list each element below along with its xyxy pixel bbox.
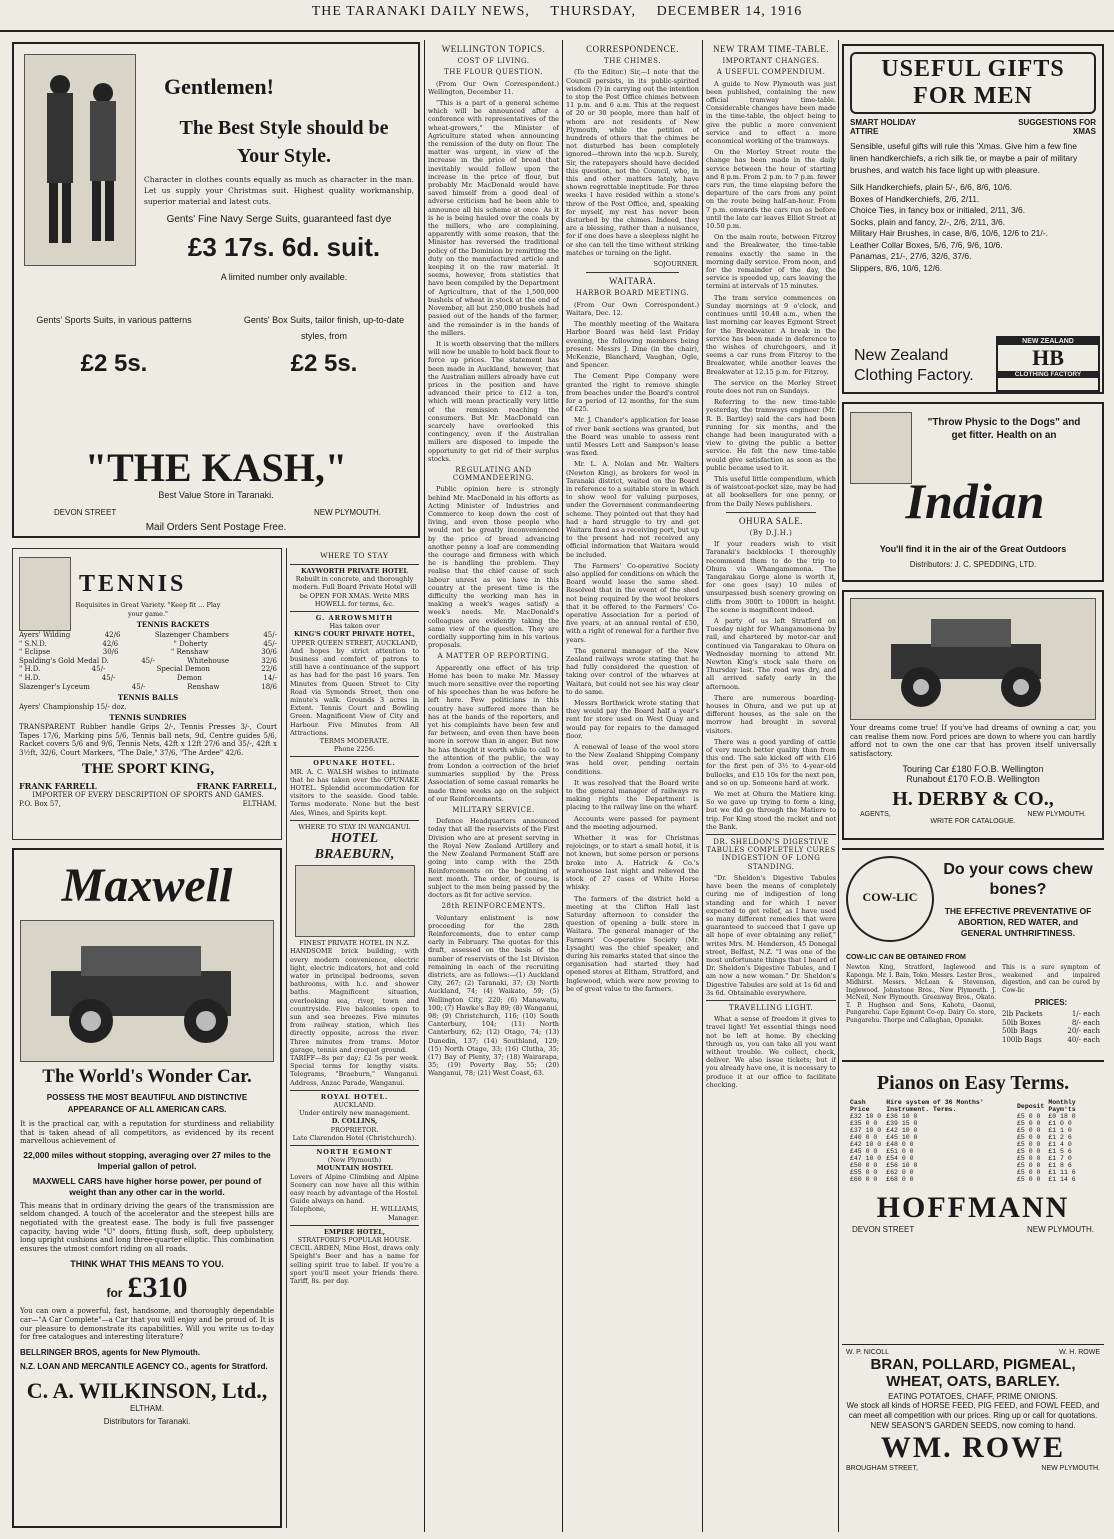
paper-name: THE TARANAKI DAILY NEWS, xyxy=(311,4,530,19)
travelling-title: TRAVELLING LIGHT. xyxy=(706,1000,836,1012)
maxwell-car-illustration xyxy=(20,920,274,1062)
box-suit-price: £2 5s. xyxy=(290,350,358,377)
sport-king-name: THE SPORT KING, xyxy=(81,761,215,778)
waitara-p8: Messrs Borthwick wrote stating that they would pay the Board half a year's rent for store used on West Quay and would pay for repairs to the damaged floor. xyxy=(566,699,699,740)
ford-write: WRITE FOR CATALOGUE. xyxy=(930,818,1016,826)
pianos-row: £47 10 0 £54 0 0 £5 0 0 £1 7 0 xyxy=(850,1155,1072,1162)
hotel-kings-court: G. ARROWSMITH Has taken over KING'S COURT PRIVATE HOTEL, UPPER QUEEN STREET, AUCKLAND, And hopes by strict attention to business and comfort of patrons to still have a continuance of the support as has had for the past 16 years. Ten Minutes from Queen Street to City Road via Symonds Street, then one minute's walk. Grounds 3 acres in Extent. Tennis Court and Bowling Green. Magnificent View of City and Harbour. Five Minutes from All Attractions. TERMS MODERATE. Phone 2256. xyxy=(290,611,419,753)
wellington-title: WELLINGTON TOPICS. xyxy=(441,44,546,54)
travelling-p14: What a sense of freedom it gives to travel light! Yet essential things need not be left at home. By checking through us, you can take all you want without trouble. We collect, check, deliver. We also issue tickets; but if you already have one, it is necessary to produce it at our office to facilitate checking. xyxy=(706,1015,836,1089)
ford-body: Your dreams come true! If you've had dreams of owning a car, you can realise them now. Ford prices are down to where you can hardly afford not to own the one car that has proven itself universally satisfactory. xyxy=(850,724,1096,758)
wellington-p1: "This is a part of a general scheme which will be announced after a conference with representatives of the wheat-growers," the Minister of Agriculture stated when announcing the remission of the duty on flour. The matter was urgent, in view of the increase in the price of bread that inevitably would follow upon the increase in the price of flour, but probably Mr. MacDonald would have saved himself from a good deal of adverse criticism had he been able to announce all his scheme at once. As it is he is being hauled over the coals by the millers, who are complaining, apparently with some reason, that the Minister has reversed the traditional policy of the Dominion by remitting the duty on the manufactured article and keeping it on the raw material. It seems, however, from statistics that have been compiled by the Department of Agriculture, that of the 1,500,000 bushels of wheat in stock at the end of November, all but 250,000 bushels had passed out of the hands of the farmer, and the remainder is in the hands of the millers. xyxy=(428,99,559,337)
rowe-line3: EATING POTATOES, CHAFF, PRIME ONIONS. xyxy=(888,1392,1058,1401)
column-rule xyxy=(838,40,839,1532)
tram-p7: This useful little compendium, which is of waistcoat-pocket size, may be had at all booksellers for one penny, or from the Daily News publishers. xyxy=(706,474,836,508)
gift-item: Choice Ties, in fancy box or initialed, 2/11, 3/6. xyxy=(850,205,1026,215)
ohura-p12: We met at Ohura the Matiere king. So we gave up trying to form a king, but we did go through the Matiere to trip. For King stood the racket and not the Bank. xyxy=(706,790,836,831)
tennis-player-illustration xyxy=(19,557,71,631)
ford-price2: Runabout £170 F.O.B. Wellington xyxy=(906,774,1040,785)
tram-p6: Referring to the new time-table yesterday, the tramways engineer (Mr. R. B. Bartley) said the cars had been running for six months, and the change had been inaugurated with a view to giving the public a better service. He felt the new time-table would give satisfaction as soon as the public became used to it. xyxy=(706,398,836,472)
masthead-rule xyxy=(0,30,1114,32)
ford-car-illustration xyxy=(850,598,1096,720)
navy-suit-price: £3 17s. 6d. suit. xyxy=(187,232,381,262)
pianos-ad xyxy=(842,1068,1104,1340)
ohura-title: OHURA SALE. xyxy=(738,515,803,526)
maxwell-body1: It is the practical car, with a reputation for sturdiness and reliability that is taken ahead of all competitors, as evidenced by its recent marvellous achievement of xyxy=(20,1120,274,1146)
maxwell-body2: This means that in ordinary driving the gears of the transmission are seldom changed. A touch of the accelerator and the steepest hills are negotiated with the greatest ease. The body is full five passenger capacity, having wide "U" doors, fitting flush, soft, deep upholstery, long upright cushions and long three-quarter elliptic. This combination ensures the utmost comfort riding on all roads. xyxy=(20,1201,274,1253)
maxwell-miles: 22,000 miles without stopping, averaging over 27 miles to the Imperial gallon of petrol. xyxy=(23,1149,271,1171)
correspondence-column xyxy=(566,42,699,1530)
ohura-p9: A party of us left Stratford on Tuesday night for Whangamomona by rail, and chartered by motor-car and continued via Tangarakau to Ohura on Wednesday morning to attend Mr. Newton King's stock sale there on Thursday last. The road was dry, and all arrived safely early in the afternoon. xyxy=(706,617,836,691)
racket-row: " H.D. 45/- Demon 14/- xyxy=(19,673,277,682)
useful-gifts-title: USEFUL GIFTS FOR MEN xyxy=(850,52,1096,114)
maxwell-for: for xyxy=(106,1286,123,1301)
indian-brand: Indian xyxy=(905,473,1045,529)
correspondence-signed: SOJOURNER. xyxy=(653,260,699,269)
wellington-p6: Voluntary enlistment is now proceeding for the 28th Reinforcements, due to enter camp early in February. The quotas for this draft, assessed on the basis of the number of reservists of the 1st Division remaining in each of the recruiting districts, are as follows:—(1) Auckland City, 267; (2) Taranaki, 37; (3) North Auckland, 74; (4) Waikato, 59; (5) Wellington City, 220; (6) Manawatu, 100; (7) Hawke's Bay 89; (8) Wanganui, 98; (9) Christchurch, 116; (10) South Canterbury, 104; (11) North Canterbury, 62; (12) Otago, 74; (13) Dunedin, 137; (14) Southland, 129; (15) North Otago, 33; (16) Clutha, 35; (17) Bay of Plenty, 37; (18) Wairarapa, 35; (19) Poverty Bay, 55; (20) Wanganui, 78; (21) West Coast, 63. xyxy=(428,913,559,1078)
maxwell-horsepower: MAXWELL CARS have higher horse power, per pound of weight than any other car in the world. xyxy=(32,1175,262,1197)
rowe-line4: We stock all kinds of HORSE FEED, PIG FEED, and FOWL FEED, and can meet all competition with our prices. Ring up or call for quotations. xyxy=(846,1401,1100,1420)
indian-ad xyxy=(842,402,1104,582)
cowlic-note: This is a sure symptom of weakened and impaired digestion, and can be cured by Cow-lic xyxy=(1002,964,1100,994)
rowe-line2: WHEAT, OATS, BARLEY. xyxy=(886,1373,1060,1390)
rowe-store: WM. ROWE xyxy=(880,1431,1066,1464)
maxwell-brand: Maxwell xyxy=(61,859,233,912)
racket-row: Ayers' Wilding 42/6 Slazenger Chambers 45/- xyxy=(19,631,277,639)
importer-line: IMPORTER OF EVERY DESCRIPTION OF SPORTS AND GAMES. xyxy=(32,790,264,799)
sundries-heading: TENNIS SUNDRIES xyxy=(109,713,187,723)
maxwell-ad xyxy=(12,848,282,1528)
ohura-p10: There are numerous boarding-houses in Ohura, and we put up at different houses, as the sale on the morrow had brought in several visitors. xyxy=(706,693,836,735)
waitara-p3: The Cement Pipe Company were granted the right to remove shingle from beaches under the Board's control for a period of 12 months, for the sum of £25. xyxy=(566,372,699,414)
racket-row: " S.N.D. 42/6 " Doherty 45/- xyxy=(19,639,277,648)
racket-row: " Eclipse 30/6 " Renshaw 30/6 xyxy=(19,648,277,657)
store-tagline: Best Value Store in Taranaki. xyxy=(158,490,274,500)
tram-p3: On the main route, between Fitzroy and the Breakwater, the time-table remains exactly the same in the morning daily service. From noon, and for the remainder of the day, the service is speeded up, cars leaving the termini at intervals of 15 minutes. xyxy=(706,233,836,291)
rowe-line1: BRAN, POLLARD, PIGMEAL, xyxy=(870,1356,1076,1373)
hb-logo: NEW ZEALAND HB CLOTHING FACTORY xyxy=(996,336,1100,392)
maxwell-price-line xyxy=(20,1271,274,1305)
tram-column xyxy=(706,42,836,1530)
cowlic-price-row: 100lb Bags 40/- each xyxy=(1002,1035,1100,1044)
tram-p5: The service on the Morley Street route does not run on Sundays. xyxy=(706,378,836,395)
indian-distributor: Distributors: J. C. SPEDDING, LTD. xyxy=(909,560,1037,569)
issue-day: THURSDAY, xyxy=(550,4,637,19)
wellington-p3: Public opinion here is strongly behind Mr. MacDonald in his efforts as Acting Minister of Industries and Commerce to keep down the cost of living, and even those people who would not be greatly inconvenienced by the price of bread advancing another penny a loaf are commending the courage and firmness with which he is handling the problem. They realise that the chief cause of such labour unrest as we have in this country at the present time is the difficulty the working man has in making a week's wages satisfy a week's needs. Mr. MacDonald's colleagues are evidently taking the same view of the question. They are cordially supporting him in his various proposals. xyxy=(428,485,559,650)
maxwell-dealer: C. A. WILKINSON, Ltd., xyxy=(26,1377,268,1403)
store-town: NEW PLYMOUTH. xyxy=(314,508,381,517)
tram-title: NEW TRAM TIME-TABLE. xyxy=(712,44,830,54)
useful-gifts-items xyxy=(850,182,1096,274)
gentlemen-body: Character in clothes counts equally as much as character in the man. Let us supply your Christmas suit. Highest quality workmanship, superior material and latest cuts. xyxy=(144,175,414,206)
hotel-braeburn: WHERE TO STAY IN WANGANUI. HOTEL BRAEBURN, FINEST PRIVATE HOTEL IN N.Z. HANDSOME brick building, with every modern convenience, electric light, electric indicators, hot and cold water in principal bedrooms, seven bathrooms, with h.c. and shower baths. Magnificent situation, overlooking sea, river, town and countryside. Five balconies open to sun and sea breezes. Five minutes from railway station, which lies directly opposite, across the river. Three minutes from trams. Motor garage, tennis and croquet ground. TARIFF—8s per day; £2 5s per week. Special terms for lengthy visits. Telegrams, "Braeburn," Wanganui. Address, Anzac Parade, Wanganui. xyxy=(290,820,419,1087)
rackets-list xyxy=(19,631,277,808)
gentlemen-ad xyxy=(12,42,420,538)
indian-quote: "Throw Physic to the Dogs" and get fitter. Health on an xyxy=(927,417,1081,441)
wellington-sub2: THE FLOUR QUESTION. xyxy=(444,68,543,77)
cowlic-ad xyxy=(842,848,1104,1062)
mail-orders: Mail Orders Sent Postage Free. xyxy=(145,522,287,533)
correspondence-sub1: THE CHIMES. xyxy=(604,57,661,66)
sports-suit-label: Gents' Sports Suits, in various patterns xyxy=(36,315,192,325)
cowlic-prices xyxy=(1002,1010,1100,1044)
farrell-line: FRANK FARRELL FRANK FARRELL, xyxy=(19,781,277,792)
column-rule xyxy=(702,40,703,1532)
pianos-header-row: Cash Price Hire system of 36 Months' Instrument. Terms. Deposit Monthly Paym'ts xyxy=(850,1099,1076,1113)
pianos-row: £42 10 0 £48 0 0 £5 0 0 £1 4 0 xyxy=(850,1141,1072,1148)
pianos-row: £55 0 0 £62 0 0 £5 0 0 £1 11 6 xyxy=(850,1169,1076,1176)
hotel-braeburn-illustration xyxy=(295,865,415,937)
pianos-row: £60 0 0 £68 0 0 £5 0 0 £1 14 6 xyxy=(850,1176,1076,1183)
rowe-names: W. P. NICOLL W. H. ROWE xyxy=(846,1349,1100,1356)
wellington-sub5: MILITARY SERVICE. xyxy=(452,806,535,815)
tennis-ad xyxy=(12,548,282,840)
waitara-p13: The farmers of the district held a meeting at the Clifton Hall last Saturday afternoon to consider the question of opening a bulk store in Waitara. The general manager of the Farmers' Co-operative Society (Mr. Lysaght) was the chief speaker, and during his remarks stated that since the organisation had started they had opened stores at Eltham, Stratford, and Inglewood, which were now proving to be of great value to the farmers. xyxy=(566,894,699,993)
tram-p4: The tram service commences on Sunday mornings at 9 o'clock, and continues until 10.48 a.m., when the last morning car leaves Egmont Street for the Breakwater. A break in the service has been made in deference to the wishes of churchgoers, and it seems a car runs from Fitzroy to the Breakwater, while another leaves the Breakwater at 12.15 p.m. for Fitzroy. xyxy=(706,293,836,376)
pianos-row: £37 10 0 £42 10 0 £5 0 0 £1 1 0 xyxy=(850,1127,1072,1134)
wellington-p2: It is worth observing that the millers will now be unable to hold back flour to force up prices. The statement has been made in Auckland, however, that the Australian millers already have cut prices in the position and have advanced their price to £12 a ton, which will mean practically very little of the remission reaching the consumers. But Mr. MacDonald can scarcely have overlooked this contingency, even if the Australian millers are disposed to impede the opportunity to get rid of their surplus stocks. xyxy=(428,339,559,463)
sheldon-p13: "Dr. Sheldon's Digestive Tabules have been the means of completely curing me of indigestion of long standing and for which I never expected to get relief, as I have used so many different remedies that were guaranteed to succeed that I gave up all hope of ever obtaining any relief," writes Mrs. M. Henderson, 45 Donegal street, Belfast, N.Z. "I was one of the most unfortunate things that I heard of Dr. Sheldon's Digestive Tabules, and I am now a new woman." Dr. Sheldon's Digestive Tabules are sold at 1s 6d and 3s 6d. Obtainable everywhere. xyxy=(706,873,836,997)
tennis-title: TENNIS xyxy=(79,571,187,597)
tram-sub1: IMPORTANT CHANGES. xyxy=(722,57,820,66)
cowlic-logo: COW-LIC xyxy=(846,856,934,942)
cowlic-price-row: 50lb Boxes 8/- each xyxy=(1002,1018,1100,1027)
nz-clothing-factory: New Zealand Clothing Factory. xyxy=(854,347,974,384)
waitara-title: WAITARA. xyxy=(608,276,657,287)
waitara-byline: (From Our Own Correspondent.) Waitara, Dec. 12. xyxy=(566,300,699,317)
ford-dealer: H. DERBY & CO., xyxy=(892,788,1054,811)
wellington-p5: Defence Headquarters announced today that all the reservists of the First Division who are at present serving in the Royal New Zealand Artillery and the New Zealand Permanent Staff are going into camp with the 25th Reinforcements on the beginning of next month. The order, of course, is subject to the men being passed by the doctors as fit for active service. xyxy=(428,817,559,900)
gift-item: Slippers, 8/6, 10/6, 12/6. xyxy=(850,262,943,273)
pianos-row: £32 10 0 £36 10 0 £5 0 0 £0 18 0 xyxy=(850,1113,1076,1120)
wellington-sub3: REGULATING AND COMMANDEERING. xyxy=(452,465,535,483)
navy-suit-label: Gents' Fine Navy Serge Suits, guaranteed fast dye xyxy=(166,214,392,225)
cowlic-stockists: Newton King, Stratford, Inglewood and Kaponga. Mr. I. Bain, Toko. Messrs. Lester Bros., Midhirst. Messrs. McLean & Stevenson, Inglewood. Johnstone Bros., New Plymouth. J. McNeil, New Plymouth. Greenway Bros., Okato. T. P. Hughson and Sons, Kahotu, Oaonui, Pungarehu. Cape Egmont Co-op. Dairy Co. store, Pungarehu. Thorpe and Callaghan, Opunake. xyxy=(846,964,996,1024)
maxwell-distributors: Distributors for Taranaki. xyxy=(103,1416,191,1426)
tram-p2: On the Morley Street route the change has been made in the daily service between the hour of starting and 8 p.m. From 2 p.m. to 7 p.m. fewer cars run, the time elapsing before the departure of the cars from any point on the route being half-an-hour. From 7 p.m. onwards the cars run as before until the late car leaves Elliot Street at 10.50 p.m. xyxy=(706,148,836,231)
racket-row: " H.D. 45/- Special Demon 22/6 xyxy=(19,665,277,674)
masthead xyxy=(0,4,1114,28)
ohura-byline: (By D.J.H.) xyxy=(749,528,793,537)
po-line: P.O. Box 57, ELTHAM. xyxy=(19,799,277,808)
racket-row: Spalding's Gold Medal D. 45/- Whitehouse 32/6 xyxy=(19,656,277,665)
wellington-sub1: COST OF LIVING. xyxy=(457,57,530,66)
hotel-empire: EMPIRE HOTEL, STRATFORD'S POPULAR HOUSE. CECIL ARDEN, Mine Host, draws only Speight's Beer and has a name for selling spirit true to label. If you're a sport you'll meet your friends there. Tariff, 8s. per day. xyxy=(290,1225,419,1285)
pianos-row: £35 0 0 £39 15 0 £5 0 0 £1 0 0 xyxy=(850,1120,1072,1127)
hoffmann-address: DEVON STREET NEW PLYMOUTH. xyxy=(852,1225,1094,1234)
rowe-address: BROUGHAM STREET, NEW PLYMOUTH. xyxy=(846,1465,1100,1472)
sheldon-title: DR. SHELDON'S DIGESTIVE TABULES COMPLETELY CURES INDIGESTION OF LONG STANDING. xyxy=(706,834,836,871)
pianos-row: £50 0 0 £56 10 0 £5 0 0 £1 8 6 xyxy=(850,1162,1072,1169)
maxwell-price: £310 xyxy=(127,1271,188,1305)
maxwell-think: THINK WHAT THIS MEANS TO YOU. xyxy=(70,1259,224,1270)
waitara-p6: The Farmers' Co-operative Society also applied for conditions on which the Board would lease the same shed. Resolved that in the event of the shed not being required by the wool brokers that it be offered to the Farmers' Co-operative Association for a period of five years, at an annual rental of £50, with a right of renewal for a further five years. xyxy=(566,561,699,644)
correspondence-title: CORRESPONDENCE. xyxy=(586,44,679,54)
ohura-p8: If your readers wish to visit Taranaki's backblocks I thoroughly recommend them to do the trip to Ohura via Whangamomona. The Tangarakau Gorge alone is worth it, for one goes (say) 10 miles of unsurpassed bush scenery growing on cliffs from 300ft to 1000ft in height. The scene is magnificent indeed. xyxy=(706,540,836,614)
store-street: DEVON STREET xyxy=(54,508,117,517)
tram-p1: A guide to New Plymouth was just been published, containing the new official tramway time-table. Considerable changes have been made in the time-table, the object being to give the public a more convenient service and to effect a more economical working of the tramways. xyxy=(706,79,836,146)
hotels-column xyxy=(286,548,422,1528)
waitara-p5: Mr. L. A. Nolan and Mr. Walters (Newton King), as brokers for wool in Taranaki district, waited on the Board in reference to a suitable store in which to show wool for valuing purposes, under the Government commandeering scheme. They pointed out that they had had a hard struggle to try and get Waitara fixed as a receiving port, but up to the present had not received any official information that Waitara would be included. xyxy=(566,460,699,559)
waitara-sub: HARBOR BOARD MEETING. xyxy=(575,289,690,298)
gift-item: Leather Collar Boxes, 5/6, 7/6, 9/6, 10/6. xyxy=(850,239,1003,250)
tram-sub2: A USEFUL COMPENDIUM. xyxy=(716,68,826,77)
ford-ad xyxy=(842,590,1104,840)
useful-gifts-tags: SMART HOLIDAY ATTIRE SUGGESTIONS FOR XMAS xyxy=(850,118,1096,136)
gentlemen-subhead: The Best Style should be Your Style. xyxy=(179,117,389,167)
wellington-sub6: 28th REINFORCEMENTS. xyxy=(441,902,546,911)
cowlic-obtain: COW-LIC CAN BE OBTAINED FROM xyxy=(846,954,966,961)
indian-tagline: You'll find it in the air of the Great Outdoors xyxy=(879,544,1067,554)
hotel-opunake: OPUNAKE HOTEL. MR. A. C. WALSH wishes to intimate that he has taken over the OPUNAKE HOTEL. Splendid accommodation for visitors to the seaside. Good table. Terms moderate. None but the best Ales, Wines, and Spirits kept. xyxy=(290,756,419,816)
pianos-title: Pianos on Easy Terms. xyxy=(876,1072,1070,1094)
waitara-p4: Mr. J. Chander's application for lease of river bank sections was granted, but the Board was unable to assess rent until Messrs Lett and Sampson's lease was fixed. xyxy=(566,416,699,458)
ford-price1: Touring Car £180 F.O.B. Wellington xyxy=(902,764,1044,775)
maxwell-agent2: N.Z. LOAN AND MERCANTILE AGENCY CO., agents for Stratford. xyxy=(20,1361,268,1371)
waitara-p2: The monthly meeting of the Waitara Harbor Board was held last Friday evening, the following members being present: Messrs J. Dine (in the chair), McKenzie, Blanchard, Vaughan, Ogle, and Spencer. xyxy=(566,320,699,370)
hotel-royal: ROYAL HOTEL. AUCKLAND. Under entirely new management. D. COLLINS, PROPRIETOR. Late Clarendon Hotel (Christchurch). xyxy=(290,1090,419,1142)
gift-item: Panamas, 21/-, 27/6, 32/6, 37/6. xyxy=(850,251,972,261)
balls-heading: TENNIS BALLS xyxy=(117,693,179,703)
sundries-text: TRANSPARENT Rubber handle Grips 2/-, Tennis Presses 3/-, Court Tapes 17/6, Marking pins 5/6, Tennis ball nets, 9d, Centre guides 5/6, Racket covers 5/6 and 9/6, Tennis Nets, 42ft x 12ft 27/6 and 35/-, 42ft x 3½ft, 32/6, Court Markers, "The Dale," 37/6, "The Ardee" 42/6. xyxy=(19,722,277,757)
issue-date: DECEMBER 14, 1916 xyxy=(656,4,803,19)
hotel-north-egmont: NORTH EGMONT (New Plymouth) MOUNTAIN HOSTEL Lovers of Alpine Climbing and Alpine Scenery can now have all this within easy reach by advantage of the Hostel. Guide always on hand. Telephone, H. WILLIAMS, Manager. xyxy=(290,1145,419,1222)
maxwell-claim: POSSESS THE MOST BEAUTIFUL AND DISTINCTIVE APPEARANCE OF ALL AMERICAN CARS. xyxy=(46,1093,248,1114)
column-rule xyxy=(562,40,563,1532)
gift-item: Boxes of Handkerchiefs, 2/6, 2/11. xyxy=(850,193,980,204)
hotel-kayworth: KAYWORTH PRIVATE HOTEL Rebuilt in concrete, and thoroughly modern. Full Board Private Hotel will be OPEN FOR XMAS. Write MRS HOWELL for terms, &c. xyxy=(290,564,419,608)
cowlic-price-row: 50lb Bags 20/- each xyxy=(1002,1027,1100,1036)
cowlic-prices-head: PRICES: xyxy=(1034,998,1068,1007)
rowe-ad xyxy=(842,1344,1104,1532)
ford-agents-line: AGENTS, NEW PLYMOUTH. xyxy=(860,811,1086,819)
rowe-line5: NEW SEASON'S GARDEN SEEDS, now coming to hand. xyxy=(870,1421,1076,1430)
correspondence-p1: (To the Editor.) Sir,—I note that the Council persists, in its public-spirited wisdom (?) in carrying out the intention to stop the Post Office chimes between 11 p.m. and 6 a.m. This at the request of 20 or 30 people, more than half of whom are not residents of New Plymouth, while the petition of hundreds of others that the chimes be not disturbed has been completely ignored—thrown into the w.p.b. Surely, Sir, the ratepayers should have decided this question, not the Council, who, in this and other matters lately, have shown regrettable ineptitude. For three weeks I have resided within a stone's throw of the Post Office, and, speaking for myself, my rest has never been disturbed by the chimes. Indeed, they are a blessing, rather than a nuisance, for if one does have a sleepless night he or she can tell the time without striking matches or turning on the light. xyxy=(566,68,699,257)
cowlic-price-row: 2lb Packets 1/- each xyxy=(1002,1010,1100,1018)
wellington-byline: (From Our Own Correspondent.) Wellington, December 11. xyxy=(428,79,559,96)
store-name-kash: "THE KASH," xyxy=(84,445,348,490)
box-suit-label: Gents' Box Suits, tailor finish, up-to-date styles, from xyxy=(243,315,405,341)
maxwell-dealer-town: ELTHAM. xyxy=(129,1403,165,1413)
gift-item: Silk Handkerchiefs, plain 5/-, 6/6, 8/6, 10/6. xyxy=(850,182,1013,192)
wellington-sub4: A MATTER OF REPORTING. xyxy=(437,652,550,661)
wellington-p4: Apparently one effect of his trip Home has been to make Mr. Massey much more sensitive over the reporting of his speeches than he was before he left here. Few politicians in this country have suffered more than he has at the hands of the reporters, and yet his complaints have been few and far between, and even then have been more in sorrow than in anger. But now he has thought it worth while to call to the attention of the public, the way from London a correction of the brief summaries supplied by the Press Association of some casual remarks he made three weeks ago on the subject of our Reinforcements. xyxy=(428,663,559,803)
wellington-topics-column xyxy=(428,42,559,1530)
waitara-p10: It was resolved that the Board write to the general manager of railways re making rights the Department is placing to the railway line on the wharf. xyxy=(566,778,699,812)
maxwell-body3: You can own a powerful, fast, handsome, and thoroughly dependable car—"A Car Complete"—a Car that you will enjoy and be proud of. It is our pleasure to demonstrate its capabilities. Will you write us to-day for free catalogues and interesting literature? xyxy=(20,1307,274,1342)
pianos-table xyxy=(848,1099,1098,1183)
useful-gifts-intro: Sensible, useful gifts will rule this 'Xmas. Give him a few fine linen handkerchiefs, a rich silk tie, or maybe a pair of military brushes, and watch his face light up with pleasure. xyxy=(850,141,1078,175)
maxwell-agent1: BELLRINGER BROS, agents for New Plymouth. xyxy=(20,1347,201,1357)
gift-item: Military Hair Brushes, in case, 8/6, 10/6, 12/6 to 21/-. xyxy=(850,228,1048,238)
gentlemen-headline: Gentlemen! xyxy=(164,74,274,99)
waitara-p7: The general manager of the New Zealand railways wrote stating that he had fully considered the question of taking over control of the wharves at Waitara, but could not see his way clear to do same. xyxy=(566,646,699,696)
ohura-p11: There was a good yarding of cattle of very much better quality than from this end. The sale kicked off with £16 for the first pen of 3½ to 4-year-old bullocks, and £15 10s for the next pen, and so on up. Someone hard at work. xyxy=(706,737,836,787)
balls-line: Ayers' Championship 15/- doz. xyxy=(19,702,127,711)
tennis-tagline: Requisites in Great Variety. "Keep fit ... Play your game." xyxy=(75,601,221,618)
waitara-p9: A renewal of lease of the wool store to the New Zealand Shipping Company was held over, pending certain conditions. xyxy=(566,743,699,776)
useful-gifts-ad xyxy=(842,44,1104,394)
waitara-p11: Accounts were passed for payment and the meeting adjourned. xyxy=(566,814,699,831)
hoffmann-name: HOFFMANN xyxy=(876,1191,1070,1224)
cowlic-question: Do your cows chew bones? xyxy=(943,861,1093,898)
gift-item: Socks, plain and fancy, 2/-, 2/6, 2/11, 3/6. xyxy=(850,216,1006,227)
waitara-p12: Whether it was for Christmas rejoicings, or to start a small hotel, it is not known, but some person or persons broke into A. Hatrick & Co.'s warehouse last night and relieved the stock of 27 cases of White Horse whisky. xyxy=(566,834,699,892)
maxwell-slogan: The World's Wonder Car. xyxy=(42,1066,252,1087)
pianos-row: £40 0 0 £45 10 0 £5 0 0 £1 2 6 xyxy=(850,1134,1072,1141)
where-to-stay-head: WHERE TO STAY xyxy=(320,551,389,560)
rackets-heading: TENNIS RACKETS xyxy=(136,620,210,629)
limited-notice: A limited number only available. xyxy=(220,272,348,282)
racket-row: Slazenger's Lyceum 45/- Renshaw 18/6 xyxy=(19,682,277,691)
cowlic-claim: THE EFFECTIVE PREVENTATIVE OF ABORTION, RED WATER, and GENERAL UNTHRIFTINESS. xyxy=(944,906,1092,938)
pianos-row: £45 0 0 £51 0 0 £5 0 0 £1 5 6 xyxy=(850,1148,1072,1155)
gentlemen-illustration xyxy=(24,54,136,266)
sports-suit-price: £2 5s. xyxy=(80,350,148,377)
column-rule xyxy=(424,40,425,1532)
